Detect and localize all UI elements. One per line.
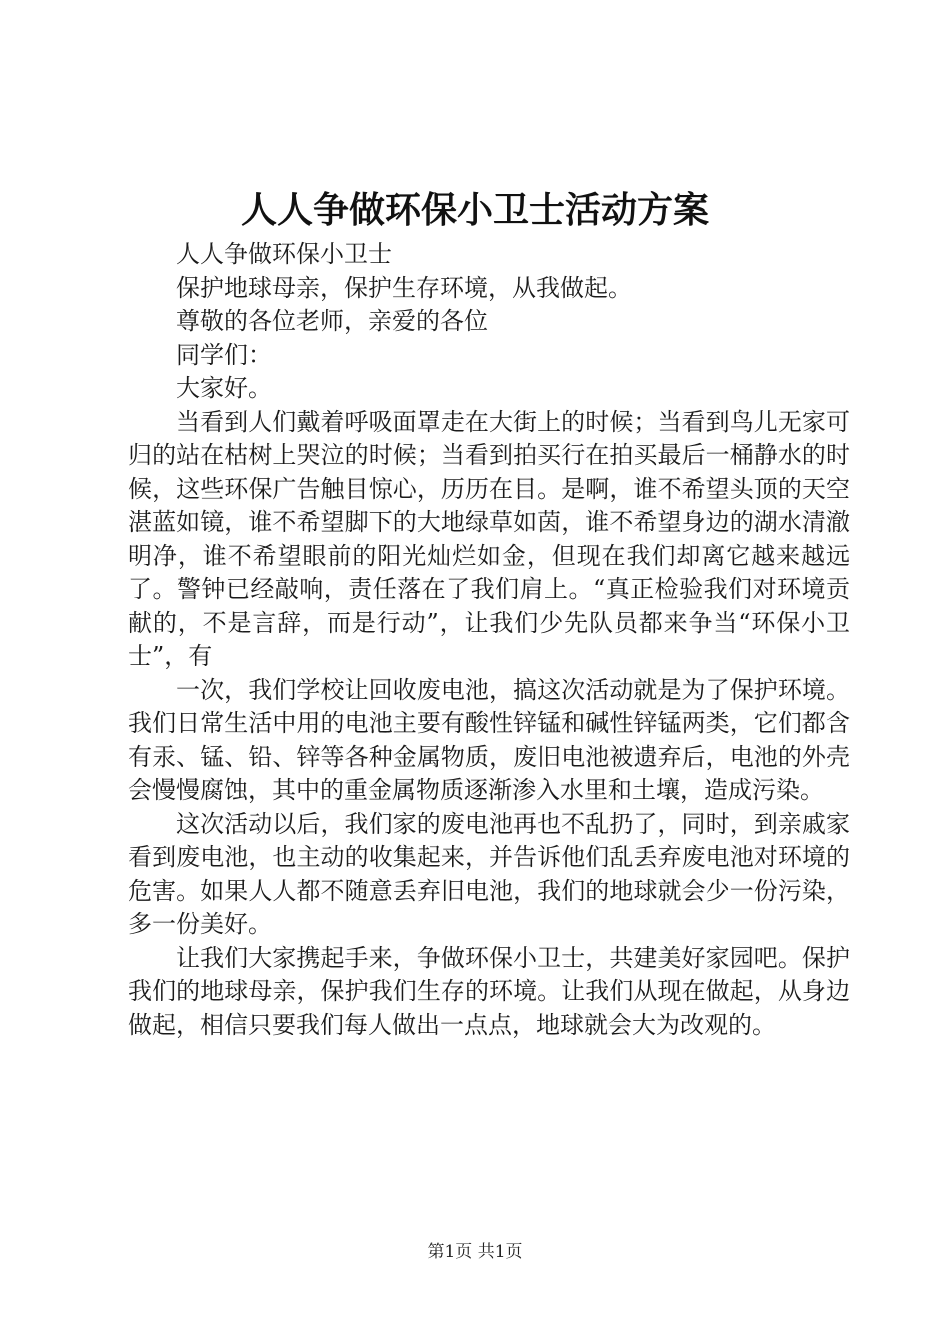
paragraph: 当看到人们戴着呼吸面罩走在大街上的时候；当看到鸟儿无家可归的站在枯树上哭泣的时候；当看到拍买行在拍买最后一桶静水的时候，这些环保广告触目惊心，历历在目。是啊，谁不希望头顶的天空湛蓝如镜，谁不希望脚下的大地绿草如茵，谁不希望身边的湖水清澈明净，谁不希望眼前的阳光灿烂如金，但现在我们却离它越来越远了。警钟已经敲响，责任落在了我们肩上。“真正检验我们对环境贡献的，不是言辞，而是行动”，让我们少先队员都来争当“环保小卫士”，有 [128, 407, 850, 670]
paragraph: 保护地球母亲，保护生存环境，从我做起。 [176, 273, 632, 302]
paragraph: 尊敬的各位老师，亲爱的各位 [176, 307, 488, 335]
document-title: 人人争做环保小卫士活动方案 [240, 189, 709, 231]
paragraph: 这次活动以后，我们家的废电池再也不乱扔了，同时，到亲戚家看到废电池，也主动的收集起来，并告诉他们乱丢弃废电池对环境的危害。如果人人都不随意丢弃旧电池，我们的地球就会少一份污染，多一份美好。 [128, 809, 850, 938]
paragraph: 人人争做环保小卫士 [176, 240, 392, 268]
paragraph: 让我们大家携起手来，争做环保小卫士，共建美好家园吧。保护我们的地球母亲，保护我们生存的环境。让我们从现在做起，从身边做起，相信只要我们每人做出一点点，地球就会大为改观的。 [128, 943, 850, 1039]
page-footer: 第1页 共1页 [427, 1242, 523, 1262]
paragraph: 大家好。 [176, 374, 272, 402]
document-body [128, 238, 850, 1042]
paragraph: 同学们： [176, 340, 272, 369]
paragraph: 一次，我们学校让回收废电池，搞这次活动就是为了保护环境。我们日常生活中用的电池主要有酸性锌锰和碱性锌锰两类，它们都含有汞、锰、铅、锌等各种金属物质，废旧电池被遗弃后，电池的外壳会慢慢腐蚀，其中的重金属物质逐渐渗入水里和土壤，造成污染。 [128, 675, 850, 804]
